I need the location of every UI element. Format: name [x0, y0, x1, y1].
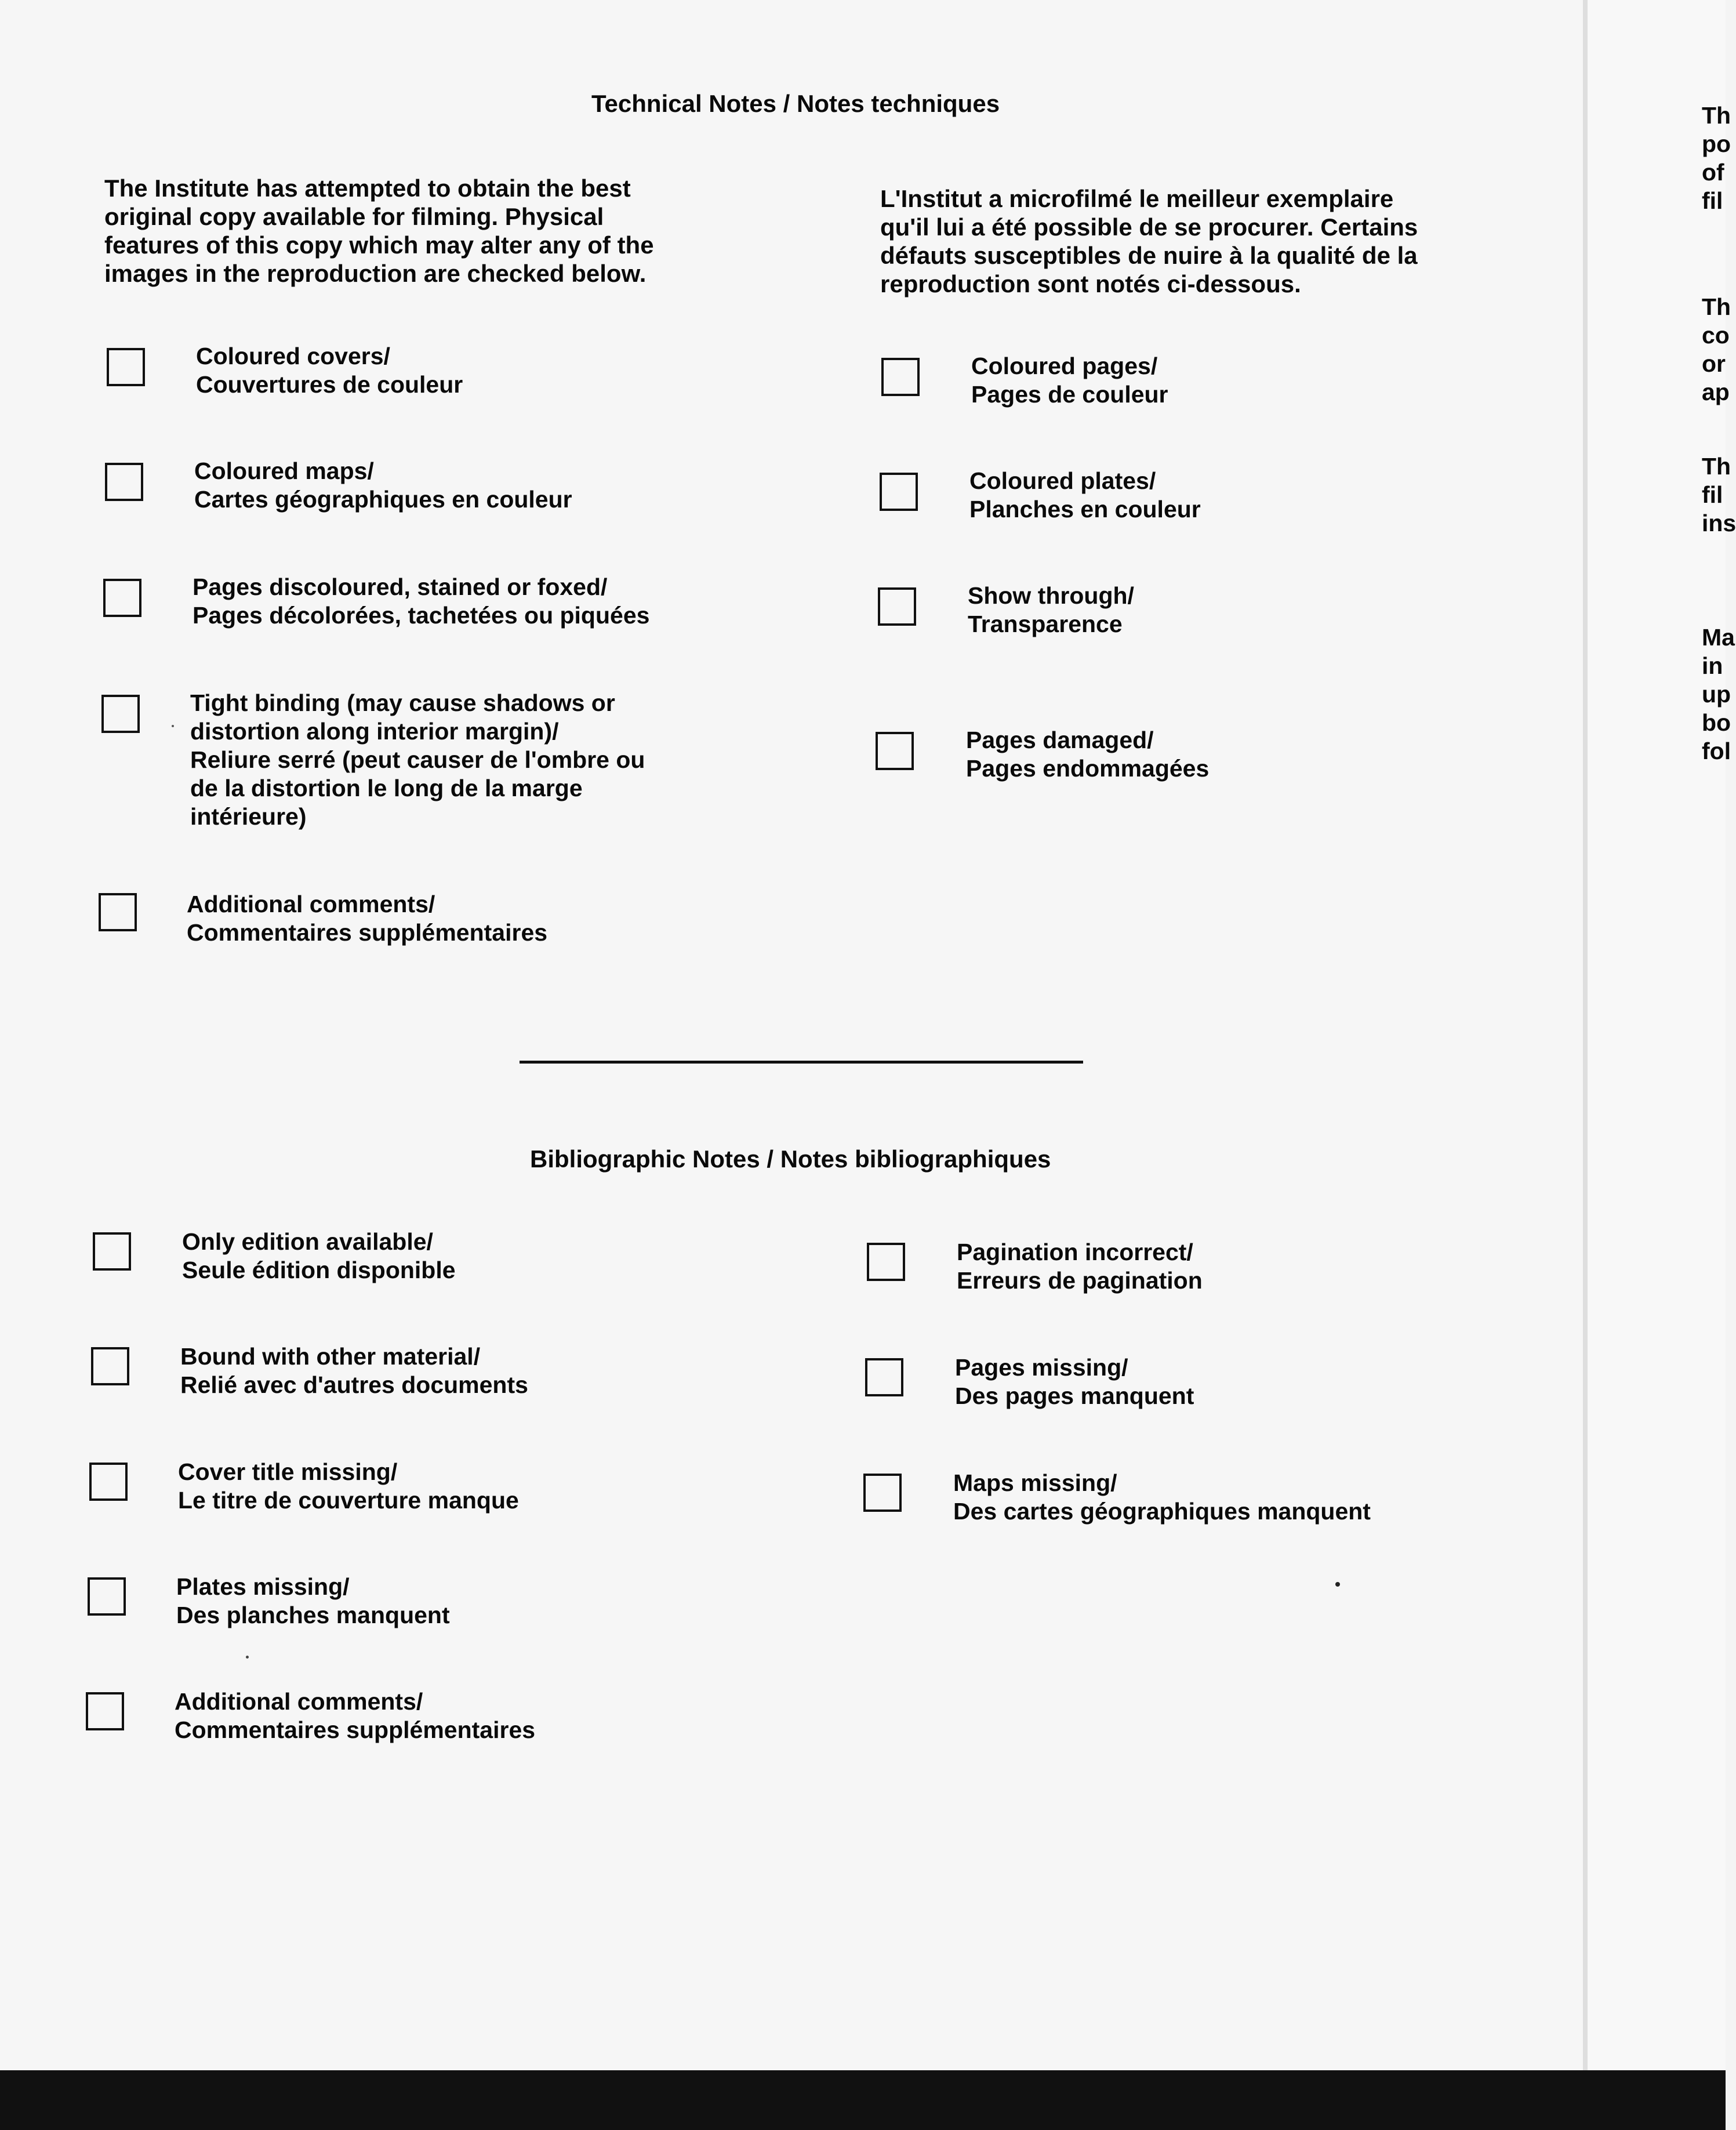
checkbox-coloured-maps[interactable]	[105, 463, 143, 501]
checkbox-pagination-incorrect[interactable]	[867, 1243, 905, 1281]
next-page-fragment-1: Th po of fil	[1702, 102, 1731, 214]
checkbox-plates-missing[interactable]	[88, 1577, 126, 1616]
checkbox-additional-comments-technical[interactable]	[99, 893, 137, 931]
next-page-fragment-2: Th co or ap	[1702, 293, 1731, 405]
checkbox-maps-missing[interactable]	[863, 1474, 902, 1512]
scan-speck	[172, 725, 174, 727]
section-divider	[520, 1061, 1083, 1064]
label-pagination-incorrect: Pagination incorrect/ Erreurs de pagination	[957, 1239, 1203, 1294]
label-cover-title-missing: Cover title missing/ Le titre de couverture manque	[178, 1458, 519, 1514]
label-bound-with-other: Bound with other material/ Relié avec d'autres documents	[180, 1343, 528, 1398]
checkbox-coloured-plates[interactable]	[880, 473, 918, 511]
label-plates-missing: Plates missing/ Des planches manquent	[176, 1573, 450, 1628]
label-coloured-plates: Coloured plates/ Planches en couleur	[969, 467, 1201, 522]
checkbox-pages-discoloured[interactable]	[103, 579, 141, 617]
technical-intro-english: The Institute has attempted to obtain the best original copy available for filming. Physical features of this copy which may alter any of the images in the reproduction are checked below.	[104, 175, 654, 287]
label-coloured-covers: Coloured covers/ Couvertures de couleur	[196, 343, 463, 398]
bibliographic-notes-heading: Bibliographic Notes / Notes bibliographiques	[530, 1145, 1051, 1173]
checkbox-show-through[interactable]	[878, 587, 916, 626]
checkbox-cover-title-missing[interactable]	[89, 1463, 128, 1501]
label-pages-discoloured: Pages discoloured, stained or foxed/ Pages décolorées, tachetées ou piquées	[193, 574, 650, 629]
checkbox-pages-missing[interactable]	[865, 1358, 903, 1396]
checkbox-bound-with-other[interactable]	[91, 1347, 129, 1385]
label-pages-missing: Pages missing/ Des pages manquent	[955, 1354, 1194, 1409]
checkbox-coloured-pages[interactable]	[881, 358, 920, 396]
checkbox-tight-binding[interactable]	[101, 695, 140, 733]
label-tight-binding: Tight binding (may cause shadows or distortion along interior margin)/ Reliure serré (peut causer de l'ombre ou de la distortion le long de la marge intérieure)	[190, 690, 645, 830]
label-maps-missing: Maps missing/ Des cartes géographiques manquent	[953, 1469, 1371, 1525]
next-page-fragment-4: Ma in up bo fol	[1702, 624, 1735, 764]
scan-bottom-border	[0, 2070, 1726, 2130]
label-show-through: Show through/ Transparence	[968, 582, 1134, 637]
technical-intro-french: L'Institut a microfilmé le meilleur exemplaire qu'il lui a été possible de se procurer. Certains défauts susceptibles de nuire à la qualité de la reproduction sont notés ci-dessous.	[880, 185, 1418, 297]
checkbox-only-edition[interactable]	[93, 1232, 131, 1271]
scan-speck	[246, 1656, 249, 1659]
label-additional-comments-technical: Additional comments/ Commentaires supplémentaires	[187, 891, 548, 946]
checkbox-pages-damaged[interactable]	[876, 732, 914, 770]
scan-speck	[1335, 1582, 1340, 1587]
checkbox-additional-comments-bibliographic[interactable]	[86, 1692, 124, 1730]
label-coloured-pages: Coloured pages/ Pages de couleur	[971, 353, 1168, 408]
label-additional-comments-bibliographic: Additional comments/ Commentaires supplémentaires	[175, 1688, 536, 1743]
technical-notes-heading: Technical Notes / Notes techniques	[591, 90, 1000, 117]
sheet-edge	[1583, 0, 1588, 2070]
checkbox-coloured-covers[interactable]	[107, 348, 145, 386]
label-coloured-maps: Coloured maps/ Cartes géographiques en couleur	[194, 458, 572, 513]
next-page-fragment-3: Th fil ins	[1702, 453, 1736, 536]
label-pages-damaged: Pages damaged/ Pages endommagées	[966, 727, 1210, 782]
label-only-edition: Only edition available/ Seule édition disponible	[182, 1228, 456, 1283]
